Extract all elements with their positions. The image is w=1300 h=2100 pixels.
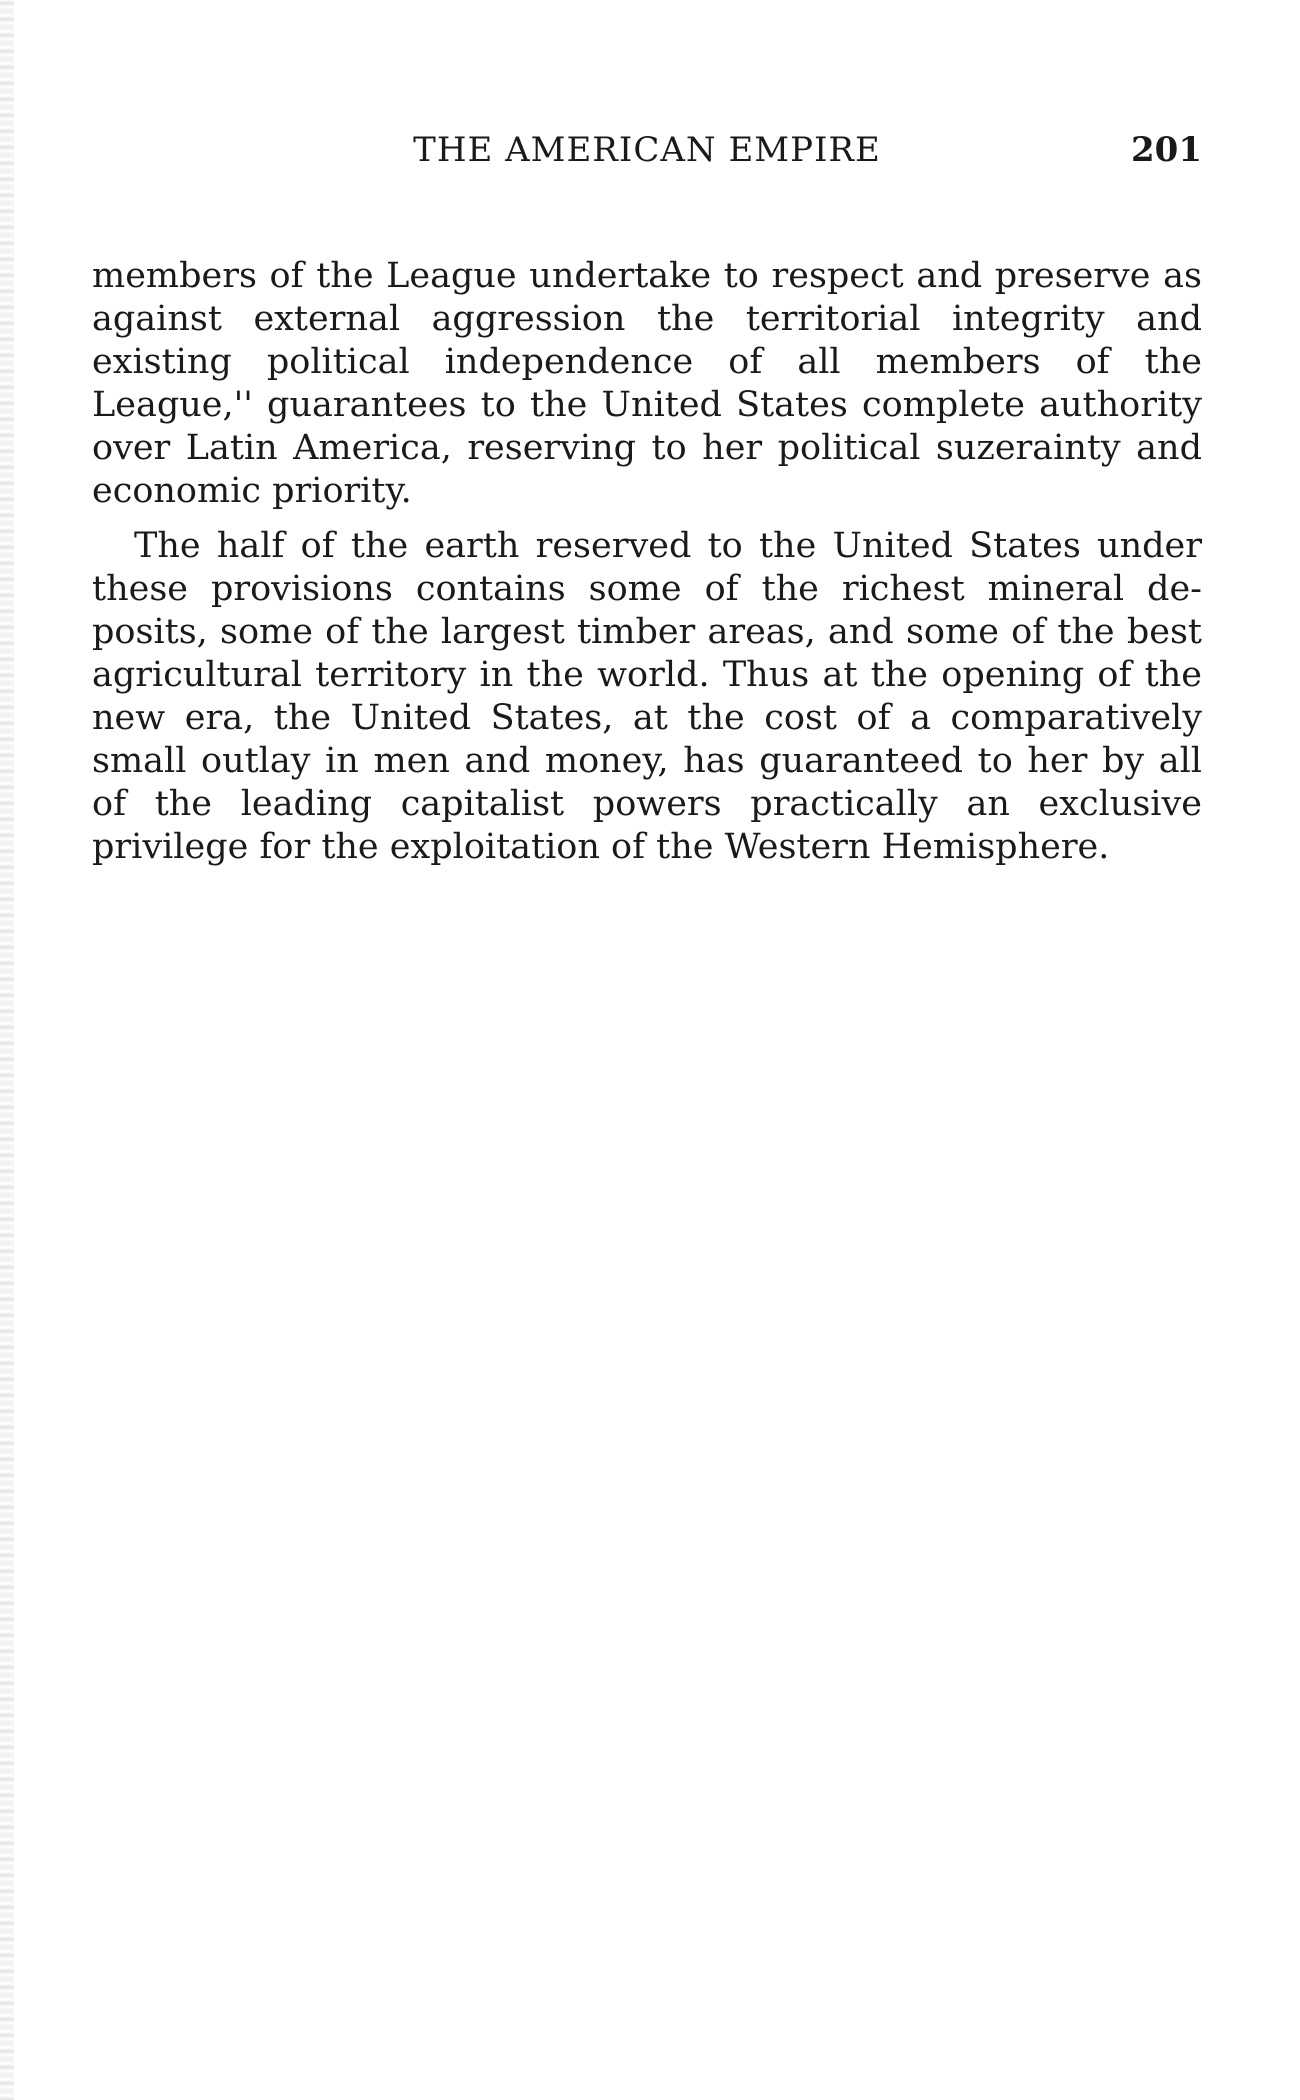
running-title: THE AMERICAN EMPIRE [413,130,881,170]
scan-edge-shadow [0,0,14,2100]
running-head [92,130,1202,180]
page-number: 201 [1131,130,1202,170]
paragraph: The half of the earth reserved to the United States under these provisions contains some of the richest mineral deposits, some of the largest timber areas, and some of the best agricultural territory in the world. Thus at the opening of the new era, the United States, at the cost of a comparatively small outlay in men and money, has guaranteed to her by all of the leading capitalist powers practically an exclusive privilege for the exploitation of the Western Hemisphere. [92,526,1202,867]
paragraph-continued: members of the League undertake to respect and preserve as against external aggression the territorial integrity and existing political independence of all members of the League,'' guarantees to the United States complete authority over Latin America, reserving to her political suzerainty and economic priority. [92,256,1202,511]
page-body [92,255,1202,869]
